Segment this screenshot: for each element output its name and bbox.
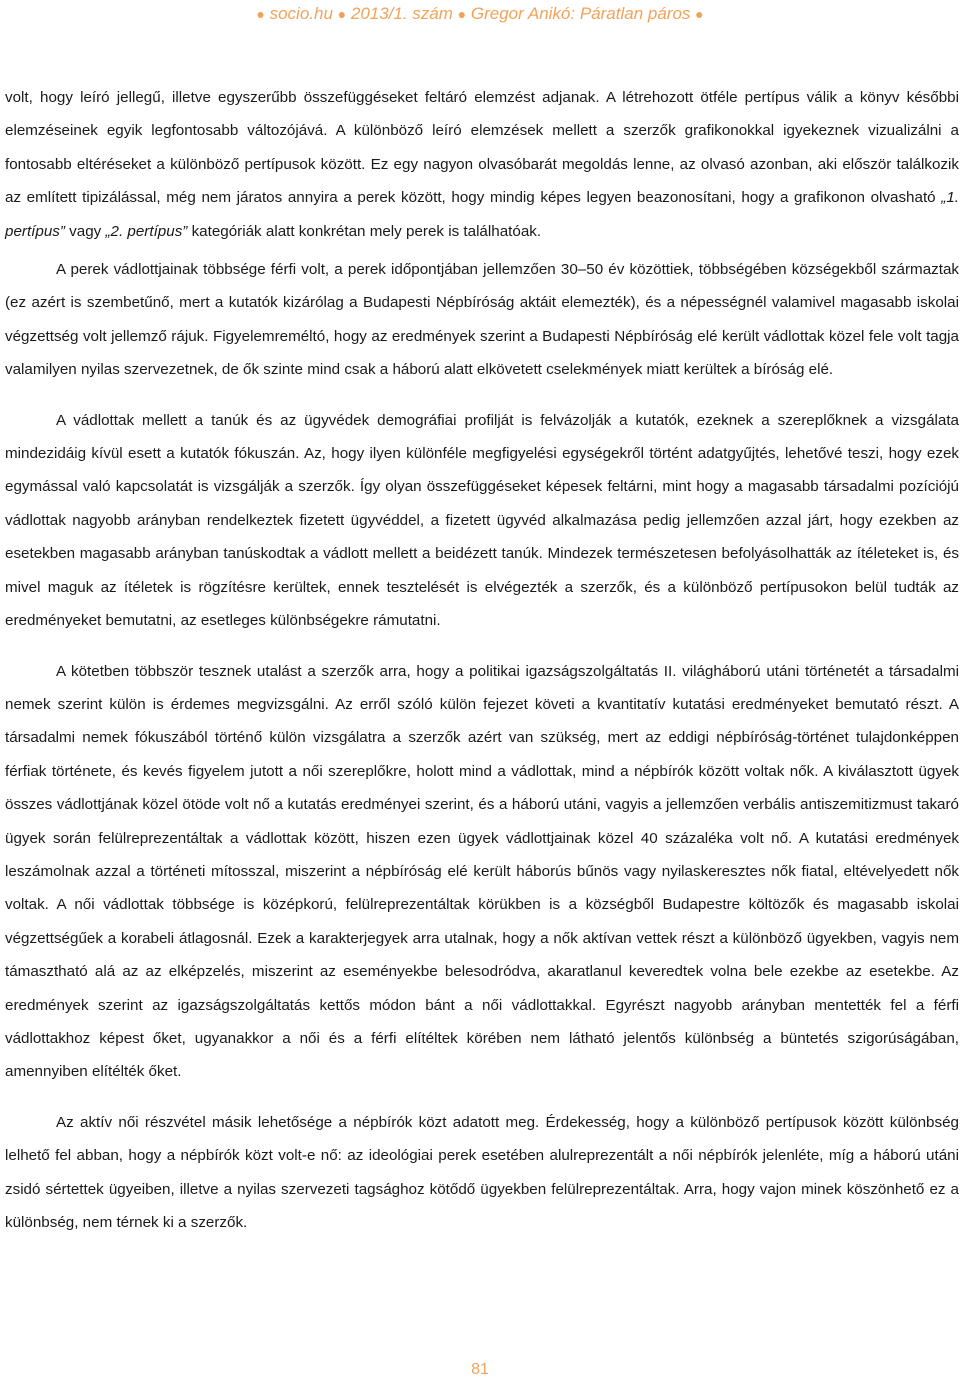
header-article: Gregor Anikó: Páratlan páros	[470, 4, 691, 23]
paragraph-3: A vádlottak mellett a tanúk és az ügyvédek demográfiai profilját is felvázolják a kutatók, ezeknek a szereplőknek a vizsgálata mindezidáig kívül esett a kutatók fókuszán. Az, hogy ilyen különféle megfigyelési egységekről történt adatgyűjtés, lehetővé teszi, hogy ezek egymással való kapcsolatát is vizsgálják a szerzők. Így olyan összefüggéseket képesek feltárni, mint hogy a magasabb társadalmi pozíciójú vádlottak nagyobb arányban rendelkeztek fizetett ügyvéddel, a fizetett ügyvéd alkalmazása pedig jellemzően azzal járt, hogy ezekben az esetekben magasabb arányban tanúskodtak a vádlott mellett a beidézett tanúk. Mindezek természetesen befolyásolhatták az ítéleteket is, és mivel maguk az ítéletek is rögzítésre kerültek, ennek tesztelését is elvégezték a szerzők, és a különböző pertípusokon belül tudták az eredményeket bemutatni, az esetleges különbségekre rámutatni.	[5, 411, 959, 630]
article-body	[5, 81, 959, 1256]
bullet-icon: ●	[457, 6, 467, 22]
paragraph-1-tail: kategóriák alatt konkrétan mely perek is találhatóak.	[187, 222, 542, 240]
paragraph-1	[5, 81, 959, 248]
pertipus-1-label: „1. pertípus”	[5, 189, 959, 240]
header-site: socio.hu	[269, 4, 333, 23]
bullet-icon: ●	[256, 6, 265, 22]
paragraph-4: A kötetben többször tesznek utalást a szerzők arra, hogy a politikai igazságszolgáltatás II. világháború utáni történetét a társadalmi nemek szerint külön is érdemes megvizsgálni. Az erről szóló külön fejezet követi a kvantitatív kutatási eredményeket bemutató részt. A társadalmi nemek fókuszából történő külön vizsgálatra a szerzők azért van szükség, mert az eddigi népbíróság-történet tulajdonképpen férfiak története, és kevés figyelem jutott a női szereplőkre, holott mind a vádlottak, mind a népbírók között voltak nők. A kiválasztott ügyek összes vádlottjának közel ötöde volt nő a kutatás eredményei szerint, és a háború utáni, vagyis a jellemzően verbális antiszemitizmust takaró ügyek során felülreprezentáltak a vádlottak között, hiszen ezen ügyek vádlottjainak közel 40 százaléka volt nő. A kutatási eredmények leszámolnak azzal a történeti mítosszal, miszerint a népbíróság elé került háborús bűnös vagy nyilaskeresztes nők fiatal, eltévelyedett nők voltak. A női vádlottak többsége is középkorú, felülreprezentáltak körükben is a községből Budapestre költözők és magasabb iskolai végzettségűek a korabeli átlagosnál. Ezek a karakterjegyek arra utalnak, hogy a nők aktívan vettek részt a különböző ügyekben, vagyis nem támasztható alá az az elképzelés, miszerint az eseményekbe belesodródva, akaratlanul keveredtek volna bele ezekbe az esetekbe. Az eredmények szerint az igazságszolgáltatás kettős módon bánt a női vádlottakkal. Egyrészt nagyobb arányban mentették fel a férfi vádlottakhoz képest őket, ugyanakkor a női és a férfi elítéltek körében nem látható jelentős különbség a büntetés szigorúságában, amennyiben elítélték őket.	[5, 662, 959, 1081]
paragraph-1-text: volt, hogy leíró jellegű, illetve egyszerűbb összefüggéseket feltáró elemzést adjanak. A létrehozott ötféle pertípus válik a könyv későbbi elemzéseinek egyik legfontosabb változójává. A különböző leíró elemzések mellett a szerzők grafikonokkal igyekeznek vizualizálni a fontosabb eltéréseket a különböző pertípusok között. Ez egy nagyon olvasóbarát megoldás lenne, az olvasó azonban, aki először találkozik az említett tipizálással, még nem járatos annyira a perek között, hogy mindig képes legyen beazonosítani, hogy a grafikonon olvasható	[5, 89, 959, 207]
bullet-icon: ●	[337, 6, 347, 22]
pertipus-2-label: „2. pertípus”	[105, 222, 188, 240]
page-number: 81	[471, 1361, 489, 1378]
paragraph-5: Az aktív női részvétel másik lehetősége a népbírók közt adatott meg. Érdekesség, hogy a különböző pertípusok között különbség lelhető fel abban, hogy a népbírók közt volt-e nő: az ideológiai perek esetében alulreprezentált a női népbírók jelenléte, míg a háború utáni zsidó sértettek ügyeiben, illetve a nyilas szervezeti tagsághoz kötődő ügyekben felülreprezentáltak. Arra, hogy vajon minek köszönhető ez a különbség, nem térnek ki a szerzők.	[5, 1113, 959, 1231]
paragraph-2: A perek vádlottjainak többsége férfi volt, a perek időpontjában jellemzően 30‒50 év közöttiek, többségében községekből származtak (ez azért is szembetűnő, mert a kutatók kizárólag a Budapesti Népbíróság aktáit elemezték), és a népességnél valamivel magasabb iskolai végzettség volt jellemző rájuk. Figyelemreméltó, hogy az eredmények szerint a Budapesti Népbíróság elé került vádlottak közel fele volt tagja valamilyen nyilas szervezetnek, de ők szinte mind csak a háború alatt elkövetett cselekmények miatt kerültek a bíróság elé.	[5, 261, 959, 379]
bullet-icon: ●	[695, 6, 704, 22]
header-issue: 2013/1. szám	[350, 4, 453, 23]
paragraph-1-mid: vagy	[64, 222, 106, 240]
running-header	[0, 4, 960, 24]
